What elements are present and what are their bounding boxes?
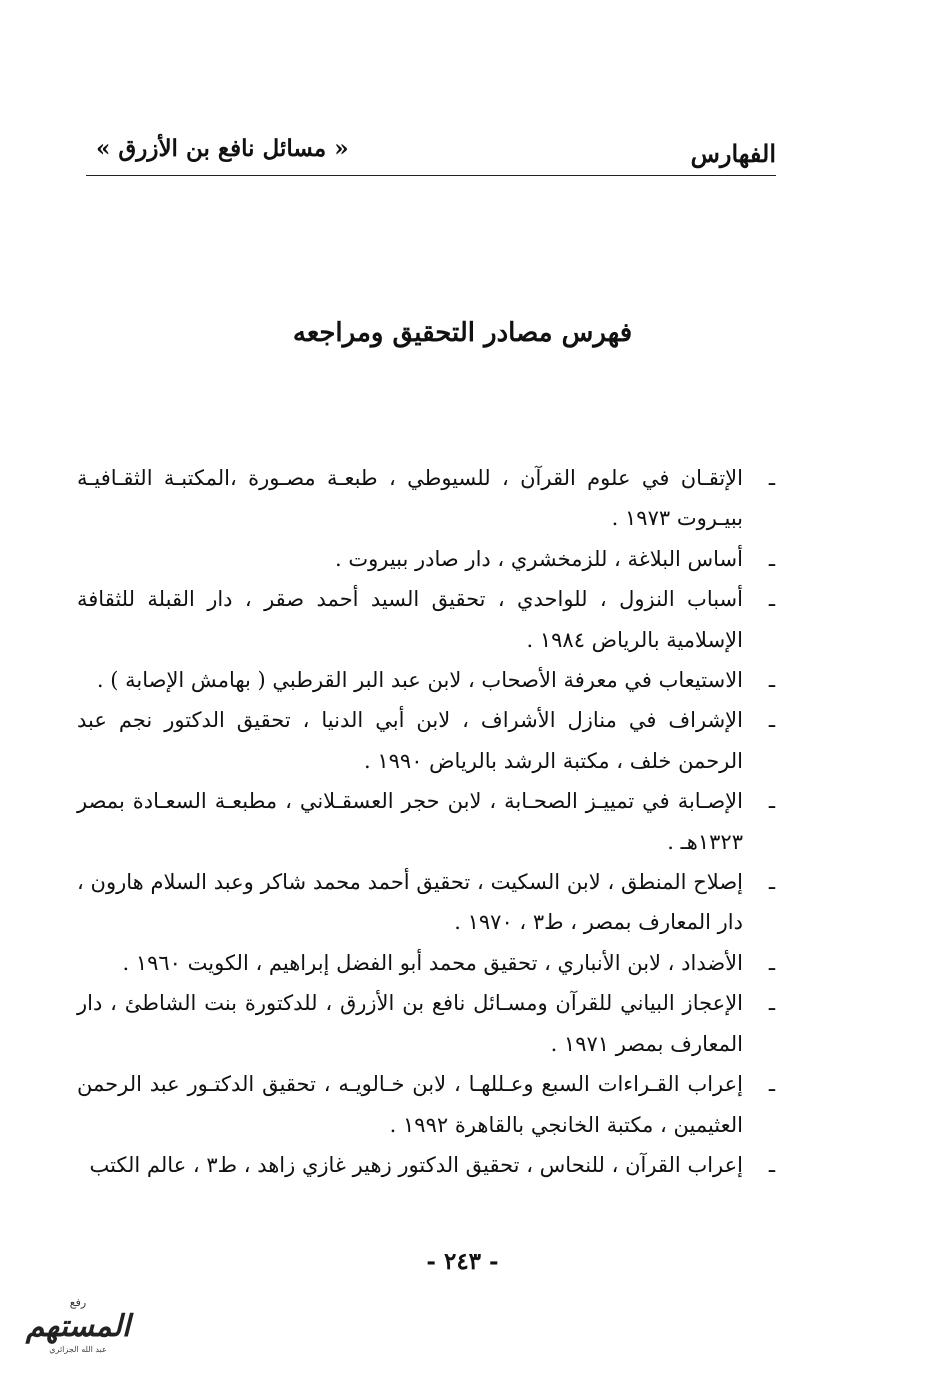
entry-text: الأضداد ، لابن الأنباري ، تحقيق محمد أبو الفضل إبراهيم ، الكويت ١٩٦٠ .: [122, 950, 743, 975]
bibliography-entry: [77, 781, 775, 862]
entry-text: أسباب النزول ، للواحدي ، تحقيق السيد أحمد صقر ، دار القبلة للثقافة الإسلامية بالرياض ١٩٨٤ .: [77, 587, 743, 652]
entry-text: الإعجاز البياني للقرآن ومسـائل نافع بن الأزرق ، للدكتورة بنت الشاطئ ، دار المعارف بمصر ١٩٧١ .: [77, 991, 743, 1056]
entry-dash: ـ: [768, 789, 775, 814]
bibliography-entry: [77, 1145, 775, 1185]
entry-dash: ـ: [768, 587, 775, 612]
bibliography-entry: [77, 579, 775, 660]
entry-text: الإتقـان في علوم القرآن ، للسيوطي ، طبعـة مصـورة ،المكتبـة الثقـافيـة ببيـروت ١٩٧٣ .: [77, 466, 743, 531]
bibliography-entry: [77, 458, 775, 539]
header-section-title: الفهارس: [690, 139, 776, 168]
bibliography-entry: [77, 1064, 775, 1145]
bibliography-list: [77, 458, 775, 1185]
entry-dash: ـ: [768, 991, 775, 1016]
page-number: - ٢٤٣ -: [426, 1248, 499, 1275]
entry-dash: ـ: [768, 1152, 775, 1177]
bibliography-entry: [77, 539, 775, 579]
entry-text: إصلاح المنطق ، لابن السكيت ، تحقيق أحمد محمد شاكر وعبد السلام هارون ، دار المعارف بمصر ، ط٣ ، ١٩٧٠ .: [77, 870, 743, 935]
entry-text: الإصـابة في تمييـز الصحـابة ، لابن حجر العسقـلاني ، مطبعـة السعـادة بمصر ١٣٢٣هـ .: [77, 789, 743, 854]
bibliography-entry: [77, 862, 775, 943]
watermark-bottom-text: عبد الله الجزائري: [49, 1345, 107, 1354]
entry-dash: ـ: [768, 870, 775, 895]
bibliography-entry: [77, 943, 775, 983]
entry-dash: ـ: [768, 708, 775, 733]
watermark-main-text: المستهم: [25, 1309, 131, 1344]
watermark-top-text: رفع: [69, 1296, 87, 1309]
running-header: [86, 133, 776, 176]
header-book-title: « مسائل نافع بن الأزرق »: [96, 135, 349, 162]
entry-dash: ـ: [768, 466, 775, 490]
calligraphy-watermark-logo: [8, 1292, 148, 1358]
bibliography-entry: [77, 660, 775, 700]
bibliography-entry: [77, 700, 775, 781]
entry-text: إعراب القرآن ، للنحاس ، تحقيق الدكتور زهير غازي زاهد ، ط٣ ، عالم الكتب: [89, 1152, 743, 1177]
entry-text: إعراب القـراءات السبع وعـللهـا ، لابن خـالويـه ، تحقيق الدكتـور عبد الرحمن العثيمين ، مكتبة الخانجي بالقاهرة ١٩٩٢ .: [77, 1072, 743, 1137]
entry-dash: ـ: [768, 950, 775, 975]
entry-text: الإشراف في منازل الأشراف ، لابن أبي الدنيا ، تحقيق الدكتور نجم عبد الرحمن خلف ، مكتبة الرشد بالرياض ١٩٩٠ .: [77, 708, 743, 773]
index-title: فهرس مصادر التحقيق ومراجعه: [292, 318, 633, 348]
entry-dash: ـ: [768, 1072, 775, 1097]
entry-dash: ـ: [768, 546, 775, 571]
entry-text: الاستيعاب في معرفة الأصحاب ، لابن عبد البر القرطبي ( بهامش الإصابة ) .: [96, 668, 743, 693]
entry-text: أساس البلاغة ، للزمخشري ، دار صادر ببيروت .: [334, 546, 743, 571]
entry-dash: ـ: [768, 668, 775, 693]
bibliography-entry: [77, 983, 775, 1064]
